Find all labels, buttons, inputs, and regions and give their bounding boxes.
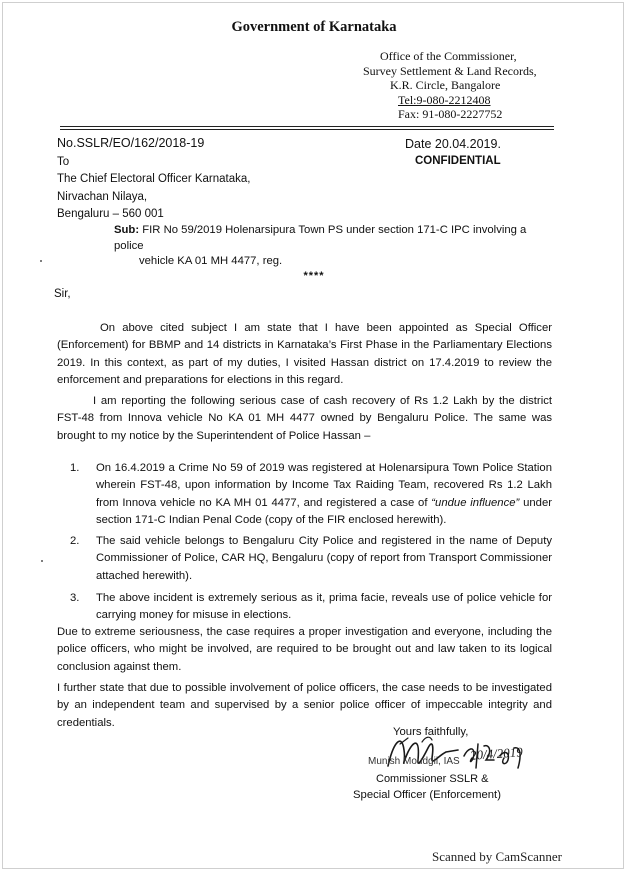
- salutation: Sir,: [54, 288, 71, 300]
- paragraph-independent-team: I further state that due to possible involvement of police officers, the case needs to be investigated by an independent team and supervised by a senior police officer of impeccable integrity and credentials.: [57, 682, 552, 729]
- paragraph-appointment: [57, 320, 552, 390]
- signatory-designation: Special Officer (Enforcement): [353, 789, 501, 801]
- addressee-line: Bengaluru – 560 001: [57, 207, 164, 220]
- list-number: 1.: [70, 462, 80, 474]
- scan-speck: [40, 260, 42, 262]
- header-rule-bottom: [60, 129, 554, 130]
- signatory-name: Munish Moudgil, IAS: [368, 756, 460, 767]
- paragraph-investigation: Due to extreme seriousness, the case requires a proper investigation and everyone, including the police officers, who might be involved, are required to be brought out and law taken to its logical conclusion against them.: [57, 626, 552, 673]
- addressee-line: Nirvachan Nilaya,: [57, 190, 148, 203]
- office-fax: Fax: 91-080-2227752: [398, 107, 503, 122]
- list-text: The above incident is extremely serious as it, prima facie, reveals use of police vehicle for carrying money for misuse in elections.: [96, 592, 552, 622]
- list-number: 2.: [70, 535, 80, 547]
- office-line: Survey Settlement & Land Records,: [363, 63, 537, 78]
- list-item: [70, 533, 552, 585]
- confidential-label: CONFIDENTIAL: [415, 155, 501, 167]
- office-phone: Tel:9-080-2212408: [398, 92, 491, 107]
- signatory-title: Commissioner SSLR &: [376, 773, 489, 785]
- office-line: K.R. Circle, Bangalore: [390, 78, 501, 93]
- closing-line: Yours faithfully,: [393, 726, 469, 738]
- subject-line: [114, 223, 554, 270]
- addressee-line: To: [57, 156, 70, 168]
- subject-label: Sub:: [114, 224, 140, 236]
- list-item: [70, 590, 552, 625]
- scanner-watermark: Scanned by CamScanner: [432, 849, 562, 864]
- list-text: under section 171-C Indian Penal Code (copy of the FIR enclosed herewith).: [96, 496, 552, 527]
- list-text-italic: “undue influence”: [431, 496, 520, 509]
- handwritten-date: 20/4/2019: [469, 744, 524, 763]
- paragraph-text: I am reporting the following serious case of cash recovery of Rs 1.2 Lakh by the district FST-48 from Innova vehicle No KA 01 MH 4477 owned by Bengaluru Police. The same was brought to my notice by the Superintendent of Police Hassan –: [57, 395, 552, 442]
- paragraph-text: On above cited subject I am state that I have been appointed as Special Officer (Enforcement) for BBMP and 14 districts in Karnataka’s First Phase in the Parliamentary Elections 2019. In this context, as part of my duties, I visited Hassan district on 17.4.2019 to review the enforcement and preparations for elections in this regard.: [57, 322, 552, 387]
- separator-stars: ****: [303, 270, 325, 282]
- subject-text: FIR No 59/2019 Holenarsipura Town PS under section 171-C IPC involving a police: [114, 224, 527, 252]
- addressee-line: The Chief Electoral Officer Karnataka,: [57, 173, 251, 186]
- header-rule-top: [60, 126, 554, 127]
- letterhead-title: Government of Karnataka: [231, 19, 397, 35]
- letter-date: Date 20.04.2019.: [405, 137, 501, 151]
- list-item: [70, 460, 552, 530]
- list-text: On 16.4.2019 a Crime No 59 of 2019 was registered at Holenarsipura Town Police Station wherein FST-48, upon information by Income Tax Raiding Team, recovered Rs 1.2 Lakh from Innova vehicle no KA MH 01 4477, and registered a case of: [96, 462, 552, 509]
- list-number: 3.: [70, 592, 80, 604]
- office-address: [363, 49, 613, 122]
- addressee-block: [57, 154, 250, 223]
- office-line: Office of the Commissioner,: [380, 49, 517, 63]
- reference-number: No.SSLR/EO/162/2018-19: [57, 136, 205, 150]
- paragraph-report: [57, 393, 552, 445]
- list-text: The said vehicle belongs to Bengaluru City Police and registered in the name of Deputy Commissioner of Police, CAR HQ, Bengaluru (copy of report from Transport Commissioner attached herewith).: [96, 535, 552, 582]
- scan-speck: [41, 560, 43, 562]
- subject-text-continued: vehicle KA 01 MH 4477, reg.: [139, 255, 283, 267]
